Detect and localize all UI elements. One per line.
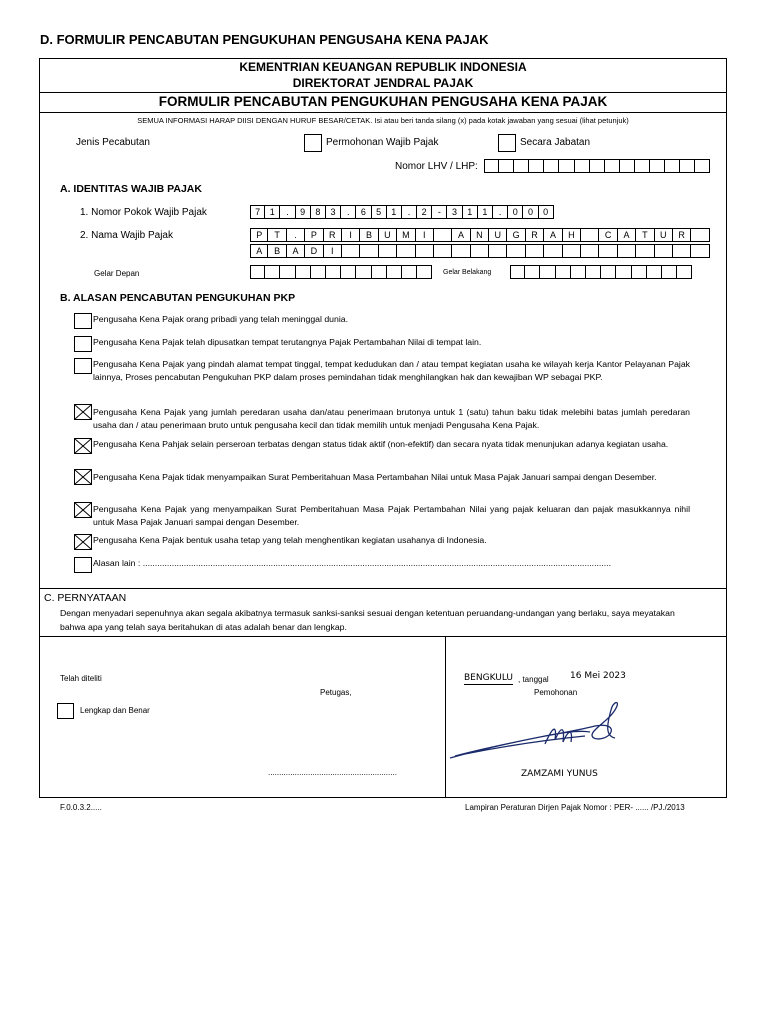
char-cell[interactable]: - [432, 205, 447, 219]
char-cell[interactable]: 2 [417, 205, 432, 219]
char-cell[interactable] [250, 265, 265, 279]
char-cell[interactable] [695, 159, 710, 173]
char-cell[interactable] [662, 265, 677, 279]
npwp-label: 1. Nomor Pokok Wajib Pajak [80, 207, 207, 218]
char-cell[interactable]: I [342, 228, 360, 242]
char-cell[interactable]: D [305, 244, 323, 258]
nama-cells-row2[interactable] [250, 244, 710, 258]
reason-text: Alasan lain : .................................................................................................................................................................................................. [93, 558, 611, 568]
char-cell[interactable]: 1 [463, 205, 478, 219]
char-cell[interactable] [605, 159, 620, 173]
char-cell[interactable]: T [268, 228, 286, 242]
char-cell[interactable] [296, 265, 311, 279]
char-cell[interactable]: 1 [387, 205, 402, 219]
jenis-label: Jenis Pecabutan [76, 137, 150, 148]
char-cell[interactable] [620, 159, 635, 173]
reason-text: Pengusaha Kena Pajak bentuk usaha tetap yang telah menghentikan kegiatan usahanya di Indonesia. [93, 535, 487, 545]
reason-text: Pengusaha Kena Pajak orang pribadi yang telah meninggal dunia. [93, 314, 349, 324]
char-cell[interactable] [417, 265, 432, 279]
cross-mark-icon [75, 405, 91, 419]
char-cell[interactable]: . [493, 205, 508, 219]
char-cell[interactable] [655, 244, 673, 258]
char-cell[interactable] [471, 244, 489, 258]
char-cell[interactable]: 5 [372, 205, 387, 219]
char-cell[interactable] [544, 244, 562, 258]
ministry-name: KEMENTRIAN KEUANGAN REPUBLIK INDONESIA [239, 60, 527, 74]
char-cell[interactable]: . [287, 228, 305, 242]
char-cell[interactable] [526, 244, 544, 258]
char-cell[interactable]: A [544, 228, 562, 242]
char-cell[interactable] [484, 159, 499, 173]
tanggal-label: , tanggal [518, 675, 549, 684]
lhv-label: Nomor LHV / LHP: [395, 161, 478, 172]
section-d-title: D. FORMULIR PENCABUTAN PENGUKUHAN PENGUSAHA KENA PAJAK [40, 32, 489, 47]
section-c-title: C. PERNYATAAN [44, 592, 127, 604]
char-cell[interactable]: 0 [523, 205, 538, 219]
char-cell[interactable] [540, 265, 555, 279]
date-field: 16 Mei 2023 [570, 671, 626, 681]
char-cell[interactable]: B [268, 244, 286, 258]
char-cell[interactable] [525, 265, 540, 279]
reason-text: Pengusaha Kena Pajak yang pindah alamat tempat tinggal, tempat kedudukan dan / atau tempat kegiatan usaha ke wilayah kerja Kantor Pelayanan Pajak lainnya, Proses pencabutan Pengukuhan PKP dalam proses pemindahan tidak menghilangkan hak dan kewajiban WP sebagai PKP. [93, 359, 690, 382]
char-cell[interactable] [514, 159, 529, 173]
char-cell[interactable] [581, 244, 599, 258]
char-cell[interactable]: U [379, 228, 397, 242]
instruction-text: SEMUA INFORMASI HARAP DIISI DENGAN HURUF BESAR/CETAK. Isi atau beri tanda silang (x) pada kotak jawaban yang sesuai (lihat petunjuk) [137, 116, 629, 125]
char-cell[interactable] [341, 265, 356, 279]
telah-diteliti: Telah diteliti [60, 674, 102, 683]
char-cell[interactable] [636, 244, 654, 258]
char-cell[interactable]: 7 [250, 205, 265, 219]
cross-mark-icon [75, 470, 91, 484]
char-cell[interactable] [632, 265, 647, 279]
form-code: F.0.0.3.2..... [60, 803, 102, 812]
char-cell[interactable]: G [507, 228, 525, 242]
char-cell[interactable]: 1 [478, 205, 493, 219]
char-cell[interactable] [691, 228, 709, 242]
char-cell[interactable]: P [250, 228, 268, 242]
char-cell[interactable] [342, 244, 360, 258]
char-cell[interactable]: A [250, 244, 268, 258]
char-cell[interactable]: R [673, 228, 691, 242]
char-cell[interactable] [691, 244, 709, 258]
pemohon-label: Pemohonan [534, 688, 578, 697]
char-cell[interactable] [387, 265, 402, 279]
char-cell[interactable] [402, 265, 417, 279]
jabatan-label: Secara Jabatan [520, 137, 591, 148]
char-cell[interactable]: M [397, 228, 415, 242]
char-cell[interactable]: U [655, 228, 673, 242]
char-cell[interactable] [311, 265, 326, 279]
reason-checkbox[interactable] [74, 313, 92, 329]
char-cell[interactable]: 9 [296, 205, 311, 219]
reason-text: Pengusaha Kena Pajak telah dipusatkan tempat terutangnya Pajak Pertambahan Nilai di tempat lain. [93, 337, 482, 347]
char-cell[interactable]: 0 [539, 205, 554, 219]
lhv-cells[interactable] [484, 159, 710, 173]
char-cell[interactable]: I [416, 228, 434, 242]
petugas-signature-line: .......................................................... [268, 768, 397, 777]
divider [39, 636, 727, 637]
char-cell[interactable] [499, 159, 514, 173]
char-cell[interactable] [356, 265, 371, 279]
nama-cells-row1[interactable] [250, 228, 710, 242]
char-cell[interactable] [434, 228, 452, 242]
char-cell[interactable] [665, 159, 680, 173]
char-cell[interactable] [360, 244, 378, 258]
reason-checkbox[interactable] [74, 469, 92, 485]
char-cell[interactable]: R [324, 228, 342, 242]
reason-checkbox[interactable] [74, 336, 92, 352]
char-cell[interactable] [265, 265, 280, 279]
char-cell[interactable] [559, 159, 574, 173]
char-cell[interactable] [507, 244, 525, 258]
char-cell[interactable] [563, 244, 581, 258]
char-cell[interactable] [379, 244, 397, 258]
char-cell[interactable] [677, 265, 692, 279]
directorate-name: DIREKTORAT JENDRAL PAJAK [292, 76, 474, 90]
char-cell[interactable]: U [489, 228, 507, 242]
form-title: FORMULIR PENCABUTAN PENGUKUHAN PENGUSAHA KENA PAJAK [158, 94, 608, 109]
char-cell[interactable]: 6 [356, 205, 371, 219]
char-cell[interactable] [489, 244, 507, 258]
char-cell[interactable] [510, 265, 525, 279]
jabatan-checkbox[interactable] [498, 134, 516, 152]
gelar-belakang-cells[interactable] [510, 265, 692, 279]
char-cell[interactable]: T [636, 228, 654, 242]
char-cell[interactable]: I [324, 244, 342, 258]
char-cell[interactable] [599, 244, 617, 258]
char-cell[interactable] [650, 159, 665, 173]
char-cell[interactable]: 0 [508, 205, 523, 219]
lengkap-checkbox[interactable] [57, 703, 74, 719]
cross-mark-icon [75, 535, 91, 549]
char-cell[interactable]: C [599, 228, 617, 242]
char-cell[interactable] [544, 159, 559, 173]
char-cell[interactable] [647, 265, 662, 279]
char-cell[interactable]: 3 [326, 205, 341, 219]
reason-text: Pengusaha Kena Pahjak selain perseroan terbatas dengan status tidak aktif (non-efektif) dan secara nyata tidak menunjukan adanya kegiatan usaha. [93, 439, 669, 449]
char-cell[interactable] [616, 265, 631, 279]
char-cell[interactable] [372, 265, 387, 279]
char-cell[interactable]: N [471, 228, 489, 242]
char-cell[interactable]: 3 [447, 205, 462, 219]
gelar-depan-cells[interactable] [250, 265, 432, 279]
char-cell[interactable] [673, 244, 691, 258]
char-cell[interactable] [586, 265, 601, 279]
char-cell[interactable]: . [341, 205, 356, 219]
char-cell[interactable]: P [305, 228, 323, 242]
city-field: BENGKULU [464, 673, 513, 683]
char-cell[interactable] [581, 228, 599, 242]
reason-text: Pengusaha Kena Pajak yang jumlah peredaran usaha dan/atau penerimaan brutonya untuk 1 (satu) tahun baku tidak melebihi batas jumlah peredaran usaha dan / atau penerimaan bruto untuk pengusaha kecil dan tidak memilih untuk menjadi Pengusaha Kena Pajak. [93, 407, 690, 430]
applicant-name: ZAMZAMI YUNUS [521, 769, 598, 779]
reason-text: Pengusaha Kena Pajak yang menyampaikan Surat Pemberitahuan Masa Pajak Pertambahan Nilai yang pajak keluaran dan pajak masukkannya nihil untuk Masa Pajak Januari sampai dengan Desember. [93, 504, 690, 527]
signature-scribble [445, 696, 645, 768]
petugas-label: Petugas, [320, 688, 352, 697]
char-cell[interactable] [556, 265, 571, 279]
reason-checkbox[interactable] [74, 534, 92, 550]
char-cell[interactable] [571, 265, 586, 279]
section-b-title: B. ALASAN PENCABUTAN PENGUKUHAN PKP [60, 292, 296, 304]
lengkap-label: Lengkap dan Benar [80, 706, 150, 715]
char-cell[interactable] [601, 265, 616, 279]
lampiran-text: Lampiran Peraturan Dirjen Pajak Nomor : PER- ...... /PJ./2013 [465, 803, 685, 812]
char-cell[interactable] [575, 159, 590, 173]
char-cell[interactable]: A [287, 244, 305, 258]
cross-mark-icon [75, 503, 91, 517]
char-cell[interactable]: R [526, 228, 544, 242]
char-cell[interactable] [680, 159, 695, 173]
divider [39, 588, 727, 589]
char-cell[interactable] [280, 265, 295, 279]
section-a-title: A. IDENTITAS WAJIB PAJAK [60, 183, 202, 195]
char-cell[interactable] [434, 244, 452, 258]
reason-checkbox[interactable] [74, 438, 92, 454]
reason-checkbox[interactable] [74, 557, 92, 573]
char-cell[interactable]: A [618, 228, 636, 242]
char-cell[interactable]: H [563, 228, 581, 242]
char-cell[interactable] [635, 159, 650, 173]
gelar-depan-label: Gelar Depan [94, 269, 140, 278]
reason-checkbox[interactable] [74, 358, 92, 374]
char-cell[interactable] [416, 244, 434, 258]
char-cell[interactable] [326, 265, 341, 279]
reason-checkbox[interactable] [74, 502, 92, 518]
char-cell[interactable] [618, 244, 636, 258]
char-cell[interactable] [529, 159, 544, 173]
permohonan-checkbox[interactable] [304, 134, 322, 152]
cross-mark-icon [75, 439, 91, 453]
reason-text: Pengusaha Kena Pajak tidak menyampaikan Surat Pemberitahuan Masa Pertambahan Nilai untuk Masa Pajak Januari sampai dengan Desember. [93, 472, 657, 482]
permohonan-label: Permohonan Wajib Pajak [326, 137, 439, 148]
char-cell[interactable]: . [280, 205, 295, 219]
divider [39, 92, 727, 93]
char-cell[interactable]: 1 [265, 205, 280, 219]
pernyataan-text: Dengan menyadari sepenuhnya akan segala akibatnya termasuk sanksi-sanksi sesuai dengan ketentuan peruandang-undangan yang berlaku, saya meyatakan bahwa apa yang telah saya beritahukan di atas adalah benar dan lengkap. [60, 608, 675, 632]
char-cell[interactable]: A [452, 228, 470, 242]
npwp-cells[interactable] [250, 205, 554, 219]
char-cell[interactable]: B [360, 228, 378, 242]
nama-label: 2. Nama Wajib Pajak [80, 230, 173, 241]
char-cell[interactable]: . [402, 205, 417, 219]
reason-checkbox[interactable] [74, 404, 92, 420]
gelar-belakang-label: Gelar Belakang [443, 269, 492, 276]
divider [39, 112, 727, 113]
char-cell[interactable]: 8 [311, 205, 326, 219]
char-cell[interactable] [452, 244, 470, 258]
char-cell[interactable] [397, 244, 415, 258]
char-cell[interactable] [590, 159, 605, 173]
